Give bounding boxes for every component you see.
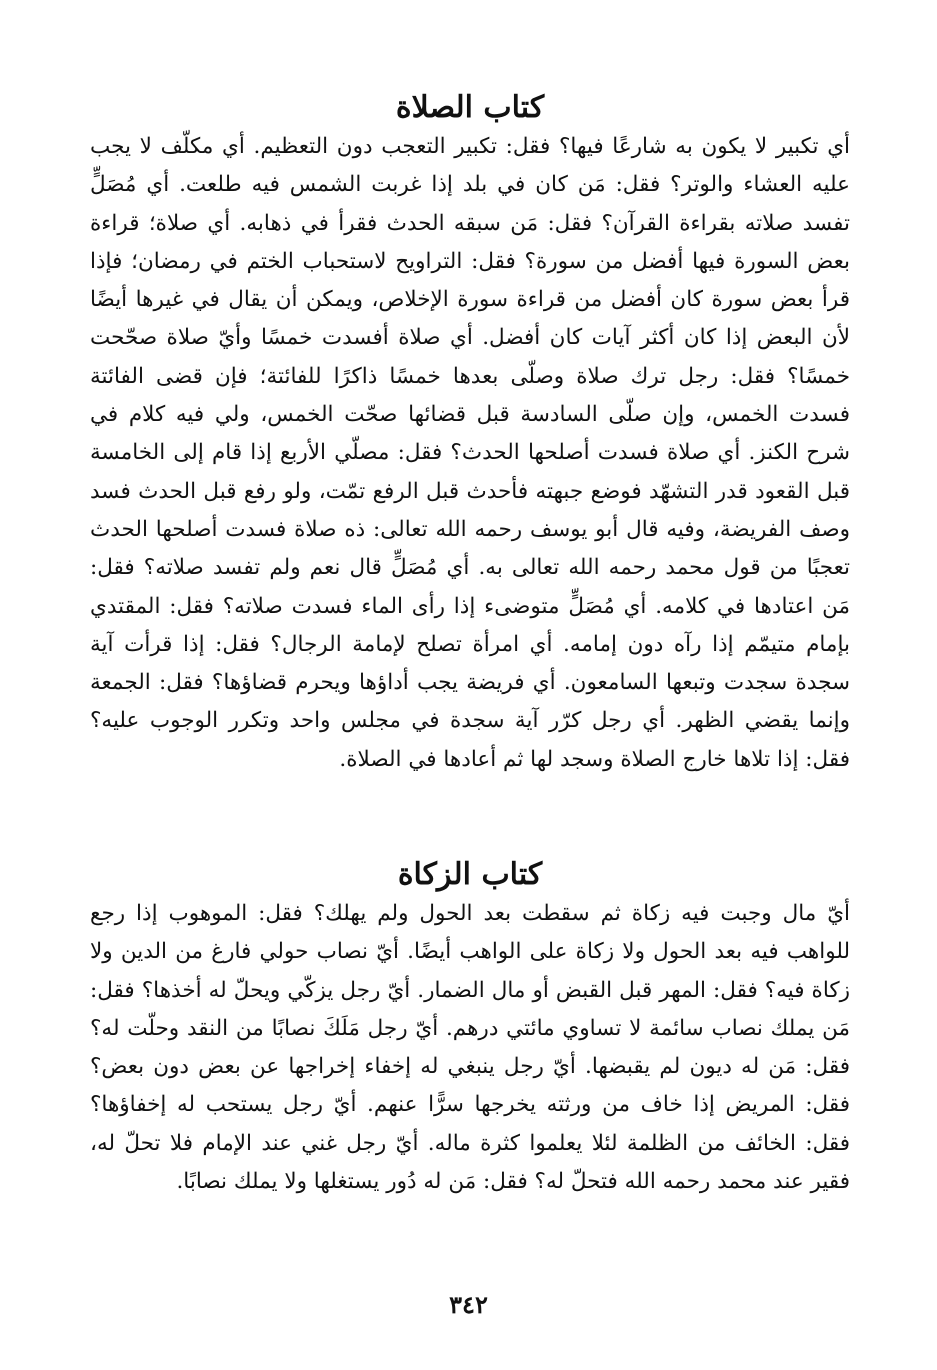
page-number: ٣٤٢ bbox=[449, 1290, 488, 1319]
prayer-section bbox=[90, 88, 850, 779]
section-body: أيّ مال وجبت فيه زكاة ثم سقطت بعد الحول ولم يهلك؟ فقل: الموهوب إذا رجع للواهب فيه بعد الحول ولا زكاة على الواهب أيضًا. أيّ نصاب حولي فارغ من الدين ولا زكاة فيه؟ فقل: المهر قبل القبض أو مال الضمار. أيّ رجل يزكّي ويحلّ له أخذها؟ فقل: مَن يملك نصاب سائمة لا تساوي مائتي درهم. أيّ رجل مَلَكَ نصابًا من النقد وحلّت له؟ فقل: مَن له ديون لم يقبضها. أيّ رجل ينبغي له إخفاء إخراجها عن بعض دون بعض؟ فقل: المريض إذا خاف من ورثته يخرجها سرًّا عنهم. أيّ رجل يستحب له إخفاؤها؟ فقل: الخائف من الظلمة لئلا يعلموا كثرة ماله. أيّ رجل غني عند الإمام فلا تحلّ له، فقير عند محمد رحمه الله فتحلّ له؟ فقل: مَن له دُور يستغلها ولا يملك نصابًا. bbox=[90, 901, 850, 1195]
zakat-section bbox=[90, 855, 850, 1201]
section-body: أي تكبير لا يكون به شارعًا فيها؟ فقل: تكبير التعجب دون التعظيم. أي مكلّف لا يجب عليه العشاء والوتر؟ فقل: مَن كان في بلد إذا غربت الشمس فيه طلعت. أي مُصَلٍّ تفسد صلاته بقراءة القرآن؟ فقل: مَن سبقه الحدث فقرأ في ذهابه. أي صلاة؛ قراءة بعض السورة فيها أفضل من سورة؟ فقل: التراويح لاستحباب الختم في رمضان؛ فإذا قرأ بعض سورة كان أفضل من قراءة سورة الإخلاص، ويمكن أن يقال في غيرها أيضًا لأن البعض إذا كان أكثر آيات كان أفضل. أي صلاة أفسدت خمسًا وأيّ صلاة صحّحت خمسًا؟ فقل: رجل ترك صلاة وصلّى بعدها خمسًا ذاكرًا للفائتة؛ فإن قضى الفائتة فسدت الخمس، وإن صلّى السادسة قبل قضائها صحّت الخمس، ولي فيه كلام في شرح الكنز. أي صلاة فسدت أصلحها الحدث؟ فقل: مصلّي الأربع إذا قام إلى الخامسة قبل القعود قدر التشهّد فوضع جبهته فأحدث قبل الرفع تمّت، ولو رفع قبل الحدث فسد وصف الفريضة، وفيه قال أبو يوسف رحمه الله تعالى: ذه صلاة فسدت أصلحها الحدث تعجبًا من قول محمد رحمه الله تعالى به. أي مُصَلٍّ قال نعم ولم تفسد صلاته؟ فقل: مَن اعتادها في كلامه. أي مُصَلٍّ متوضىء إذا رأى الماء فسدت صلاته؟ فقل: المقتدي بإمام متيمّم إذا رآه دون إمامه. أي امرأة تصلح لإمامة الرجال؟ فقل: إذا قرأت آية سجدة سجدت وتبعها السامعون. أي فريضة يجب أداؤها ويحرم قضاؤها؟ فقل: الجمعة وإنما يقضي الظهر. أي رجل كرّر آية سجدة في مجلس واحد وتكرر الوجوب عليه؟ فقل: إذا تلاها خارج الصلاة وسجد لها ثم أعادها في الصلاة. bbox=[90, 134, 850, 772]
section-heading: كتاب الزكاة bbox=[397, 857, 543, 892]
section-heading: كتاب الصلاة bbox=[395, 90, 545, 125]
